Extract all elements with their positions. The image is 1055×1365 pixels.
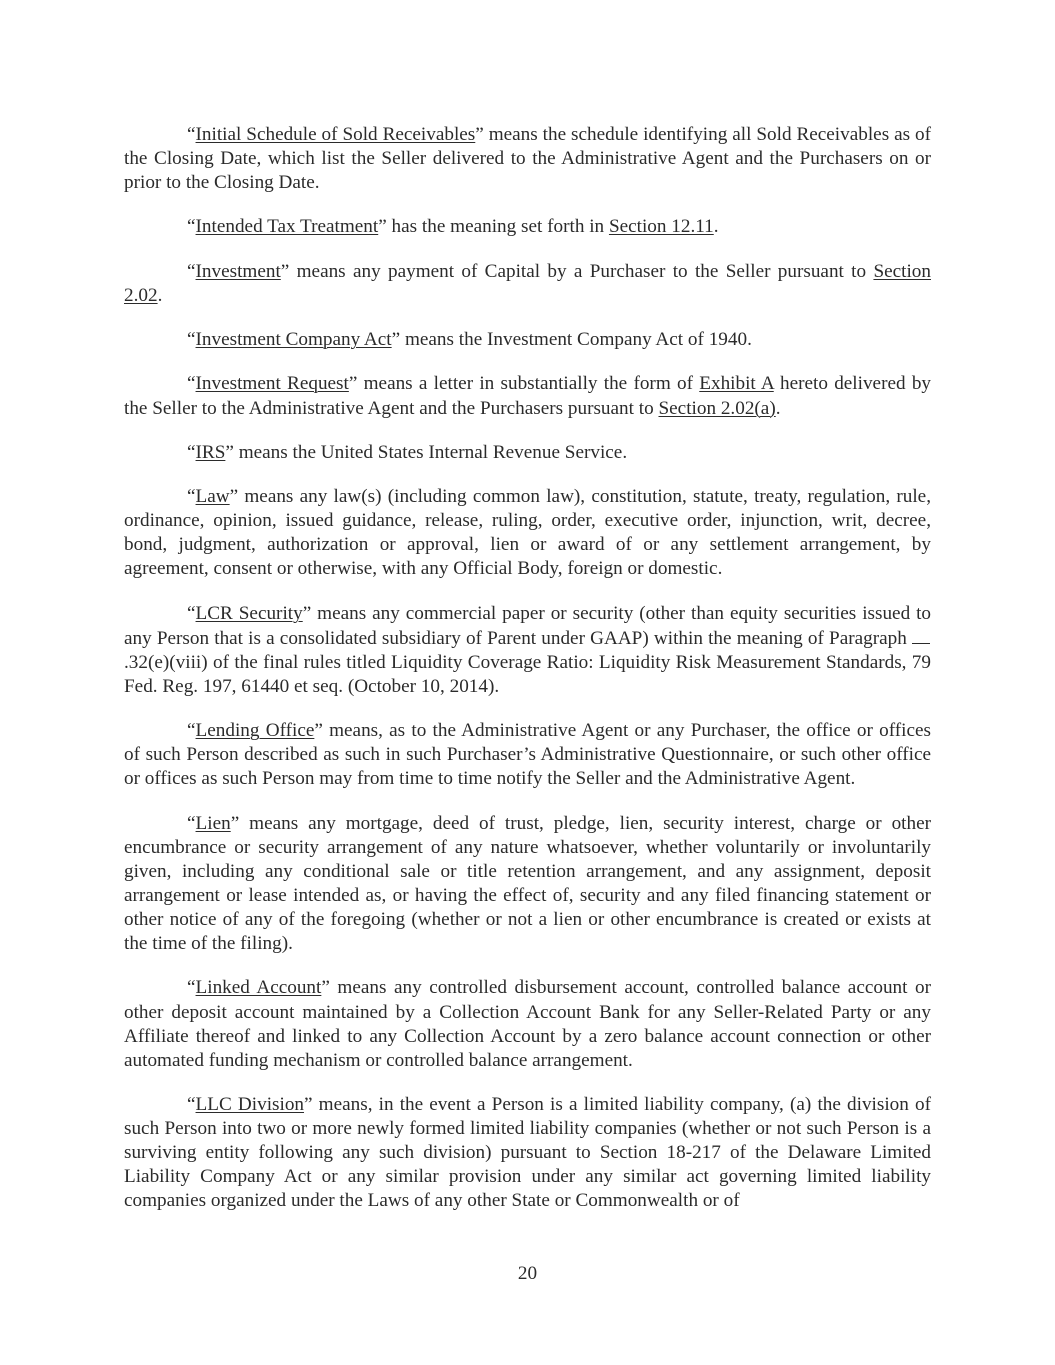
definition-initial-schedule: “Initial Schedule of Sold Receivables” means the schedule identifying all Sold Receivables as of the Closing Date, which list the Seller delivered to the Administrative Agent and the Purchasers on or prior to the Closing Date.	[124, 124, 931, 194]
section-reference: Section 12.11	[608, 216, 714, 238]
definition-intended-tax-treatment: “Intended Tax Treatment” has the meaning set forth in Section 12.11.	[187, 216, 719, 238]
defined-term: Initial Schedule of Sold Receivables	[195, 124, 476, 145]
defined-term: LCR Security	[195, 602, 303, 624]
blank-line	[912, 626, 930, 644]
defined-term: Lending Office	[195, 720, 315, 742]
defined-term: LLC Division	[195, 1093, 305, 1115]
definition-llc-division: “LLC Division” means, in the event a Person is a limited liability company, (a) the division of such Person into two or more newly formed limited liability companies (whether or not such Person is a surviving entity following any such division) pursuant to Section 18-217 of the Delaware Limited Liability Company Act or any similar provision under any similar act governing limited liability companies organized under the Laws of any other State or Commonwealth or of	[124, 1093, 931, 1212]
definition-linked-account: “Linked Account” means any controlled disbursement account, controlled balance account or other deposit account maintained by a Collection Account Bank for any Seller-Related Party or any Affiliate thereof and linked to any Collection Account by a zero balance account connection or other automated funding mechanism or controlled balance arrangement.	[124, 977, 931, 1071]
defined-term: IRS	[195, 441, 226, 463]
defined-term: Investment Request	[195, 373, 349, 395]
defined-term: Law	[195, 486, 230, 508]
defined-term: Linked Account	[195, 977, 322, 999]
definition-law: “Law” means any law(s) (including common law), constitution, statute, treaty, regulation, rule, ordinance, opinion, issued guidance, release, ruling, order, executive order, injunction, writ, decree, bond, judgment, authorization or approval, lien or award of or any settlement arrangement, by agreement, consent or otherwise, with any Official Body, foreign or domestic.	[124, 486, 931, 580]
section-reference: Section 2.02(a)	[658, 397, 776, 419]
definition-investment-request: “Investment Request” means a letter in substantially the form of Exhibit A hereto delivered by the Seller to the Administrative Agent and the Purchasers pursuant to Section 2.02(a).	[124, 373, 932, 419]
definition-irs: “IRS” means the United States Internal Revenue Service.	[187, 441, 628, 463]
defined-term: Intended Tax Treatment	[195, 216, 379, 238]
defined-term: Investment Company Act	[195, 329, 392, 351]
defined-term: Lien	[195, 812, 231, 834]
definition-investment-company-act: “Investment Company Act” means the Investment Company Act of 1940.	[187, 329, 752, 351]
page-number: 20	[517, 1263, 538, 1284]
definition-investment: “Investment” means any payment of Capital by a Purchaser to the Seller pursuant to Section 2.02.	[124, 260, 931, 306]
document-page	[124, 123, 931, 1234]
section-reference: Section 2.02	[124, 260, 931, 306]
definition-lending-office: “Lending Office” means, as to the Administrative Agent or any Purchaser, the office or offices of such Person described as such in such Purchaser’s Administrative Questionnaire, or such other office or offices as such Person may from time to time notify the Seller and the Administrative Agent.	[124, 720, 931, 790]
definition-lien: “Lien” means any mortgage, deed of trust, pledge, lien, security interest, charge or other encumbrance or security arrangement of any nature whatsoever, whether voluntarily or involuntarily given, including any conditional sale or title retention arrangement, and any assignment, deposit arrangement or lease intended as, or having the effect of, security and any filed financing statement or other notice of any of the foregoing (whether or not a lien or other encumbrance is created or exists at the time of the filing).	[124, 812, 931, 955]
definition-lcr-security: “LCR Security” means any commercial paper or security (other than equity securities issued to any Person that is a consolidated subsidiary of Parent under GAAP) within the meaning of Paragraph .32(e)(viii) of the final rules titled Liquidity Coverage Ratio: Liquidity Risk Measurement Standards, 79 Fed. Reg. 197, 61440 et seq. (October 10, 2014).	[124, 602, 931, 697]
defined-term: Investment	[195, 260, 281, 282]
exhibit-reference: Exhibit A	[699, 373, 774, 395]
